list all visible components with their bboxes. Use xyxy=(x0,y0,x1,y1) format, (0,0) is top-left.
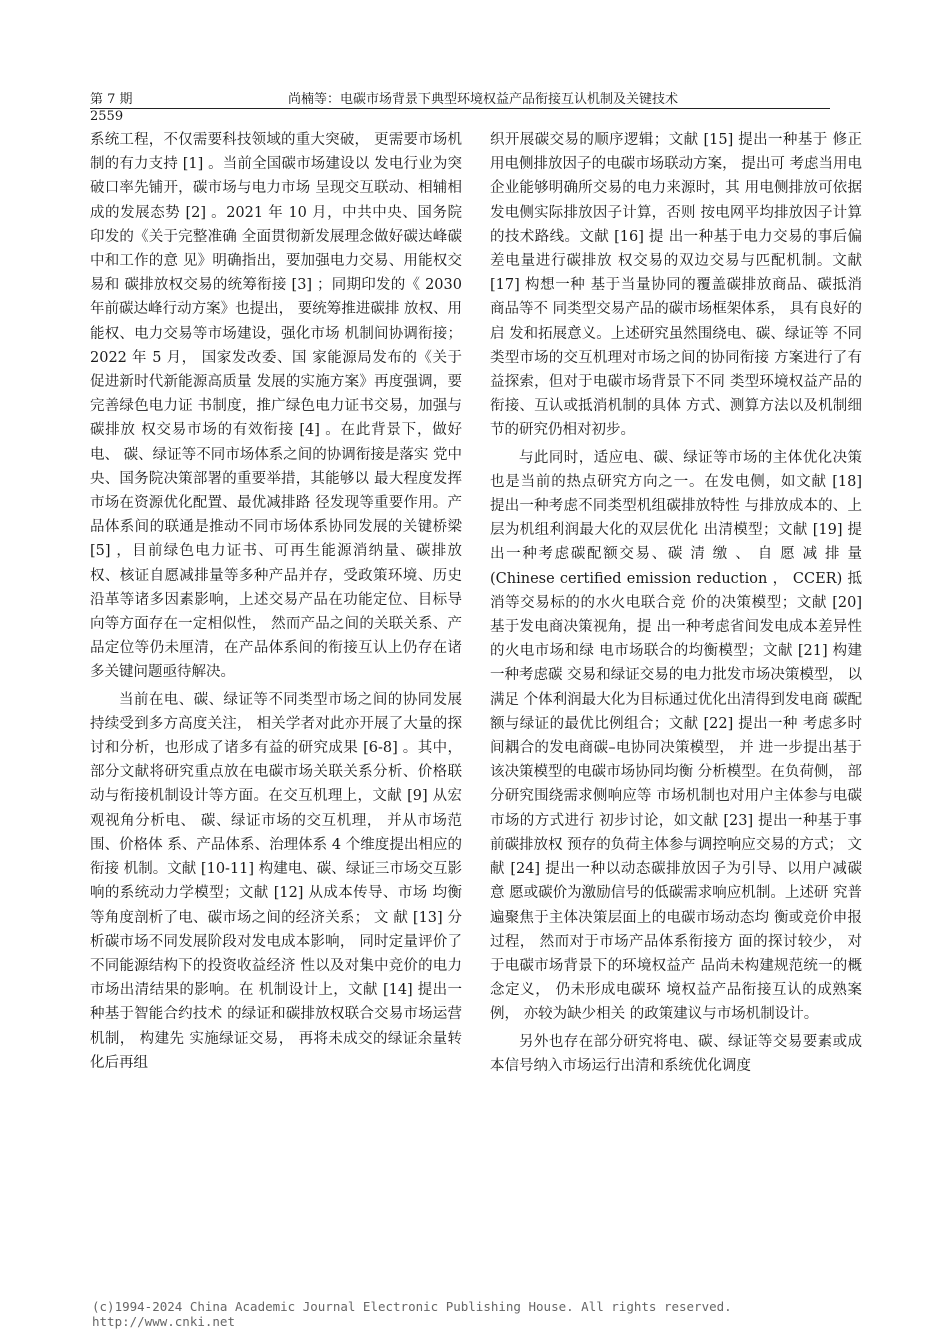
left-paragraph-1: 系统工程，不仅需要科技领域的重大突破， 更需要市场机制的有力支持 [1] 。当前全国碳市场建设以 发电行业为突破口率先铺开，碳市场与电力市场 呈现交互联动、相辅相成的发展态势 [2] 。2021 年 10 月，中共中央、国务院印发的《关于完整准确 全面贯彻新发展理念做好碳达峰碳中和工作的意 见》明确指出，要加强电力交易、用能权交易和 碳排放权交易的统筹衔接 [3] ；同期印发的《 2030 年前碳达峰行动方案》也提出， 要统筹推进碳排 放权、用能权、电力交易等市场建设，强化市场 机制间协调衔接；2022 年 5 月， 国家发改委、国 家能源局发布的《关于促进新时代新能源高质量 发展的实施方案》再度强调，要完善绿色电力证 书制度，推广绿色电力证书交易，加强与碳排放 权交易市场的有效衔接 [4] 。在此背景下，做好电、 碳、绿证等不同市场体系之间的协调衔接是落实 党中央、国务院决策部署的重要举措，其能够以 最大程度发挥市场在资源优化配置、最优减排路 径发现等重要作用。产品体系间的联通是推动不同市场体系协同发展的关键桥梁 [5] ，目前绿色电力证书、可再生能源消纳量、碳排放权、核证自愿减排量等多种产品并存，受政策环境、历史沿革等诸多因素影响，上述交易产品在功能定位、目标导向等方面存在一定相似性， 然而产品之间的关联关系、产品定位等仍未厘清，在产品体系间的衔接互认上仍存在诸多关键问题亟待解决。 xyxy=(90,132,462,681)
right-paragraph-2: 与此同时，适应电、碳、绿证等市场的主体优化决策也是当前的热点研究方向之一。在发电侧，如文献 [18] 提出一种考虑不同类型机组碳排放特性 与排放成本的、上层为机组利润最大化的双层优化 出清模型；文献 [19] 提出一种考虑碳配额交易、碳 清 缴 、 自 愿 减 排 量 (Chinese certified emission reduction ， CCER) 抵消等交易标的的水火电联合竞 价的决策模型；文献 [20] 基于发电商决策视角，提 出一种考虑省间发电成本差异性的火电市场和绿 电市场联合的均衡模型；文献 [21] 构建一种考虑碳 交易和绿证交易的电力批发市场决策模型， 以满足 个体利润最大化为目标通过优化出清得到发电商 碳配额与绿证的最优比例组合；文献 [22] 提出一种 考虑多时间耦合的发电商碳–电协同决策模型， 并 进一步提出基于该决策模型的电碳市场协同均衡 分析模型。在负荷侧， 部分研究围绕需求侧响应等 市场机制也对用户主体参与电碳市场的方式进行 初步讨论，如文献 [23] 提出一种基于事前碳排放权 预存的负荷主体参与调控响应交易的方式； 文献 [24] 提出一种以动态碳排放因子为引导、以用户减碳意 愿或碳价为激励信号的低碳需求响应机制。上述研 究普遍聚焦于主体决策层面上的电碳市场动态均 衡或竞价申报过程， 然而对于市场产品体系衔接方 面的探讨较少， 对于电碳市场背景下的环境权益产 品尚未构建规范统一的概念定义， 仍未形成电碳环 境权益产品衔接互认的成熟案例， 亦较为缺少相关 的政策建议与市场机制设计。 xyxy=(490,449,862,1023)
running-header xyxy=(90,92,830,109)
issue-number: 第 7 期 xyxy=(90,92,133,107)
left-paragraph-2: 当前在电、碳、绿证等不同类型市场之间的协同发展持续受到多方高度关注， 相关学者对此亦开展了大量的探讨和分析，也形成了诸多有益的研究成果 [6-8] 。其中，部分文献将研究重点放在电碳市场关联关系分析、价格联动与衔接机制设计等方面。在交互机理上，文献 [9] 从宏观视角分析电、 碳、绿证市场的交互机理， 并从市场范围、价格体 系、产品体系、治理体系 4 个维度提出相应的衔接 机制。文献 [10-11] 构建电、碳、绿证三市场交互影 响的系统动力学模型；文献 [12] 从成本传导、市场 均衡等角度剖析了电、碳市场之间的经济关系； 文 献 [13] 分析碳市场不同发展阶段对发电成本影响， 同时定量评价了不同能源结构下的投资收益经济 性以及对集中竞价的电力市场出清结果的影响。在 机制设计上，文献 [14] 提出一种基于智能合约技术 的绿证和碳排放权联合交易市场运营机制， 构建先 实施绿证交易， 再将未成交的绿证余量转化后再组 xyxy=(90,691,462,1071)
copyright-footer xyxy=(92,1299,872,1329)
running-title: 尚楠等：电碳市场背景下典型环境权益产品衔接互认机制及关键技术 xyxy=(288,92,679,107)
left-column xyxy=(90,128,462,1075)
page-number: 2559 xyxy=(90,109,124,124)
copyright-line: (c)1994-2024 China Academic Journal Electronic Publishing House. All rights reserved. xyxy=(92,1299,732,1314)
right-column xyxy=(490,128,862,1078)
right-paragraph-1: 织开展碳交易的顺序逻辑；文献 [15] 提出一种基于 修正用电侧排放因子的电碳市场联动方案， 提出可 考虑当用电企业能够明确所交易的电力来源时，其 用电侧排放可依据发电侧实际排放因子计算，否则 按电网平均排放因子计算的技术路线。文献 [16] 提 出一种基于电力交易的事后偏差电量进行碳排放 权交易的双边交易与匹配机制。文献 [17] 构想一种 基于当量协同的覆盖碳排放商品、碳抵消商品等不 同类型交易产品的碳市场框架体系， 具有良好的启 发和拓展意义。上述研究虽然围绕电、碳、绿证等 不同类型市场的交互机理对市场之间的协同衔接 方案进行了有益探索，但对于电碳市场背景下不同 类型环境权益产品的衔接、互认或抵消机制的具体 方式、测算方法以及机制细节的研究仍相对初步。 xyxy=(490,132,862,439)
right-paragraph-3: 另外也存在部分研究将电、碳、绿证等交易要素或成本信号纳入市场运行出清和系统优化调度 xyxy=(490,1033,862,1074)
website-link[interactable]: http://www.cnki.net xyxy=(92,1314,235,1329)
